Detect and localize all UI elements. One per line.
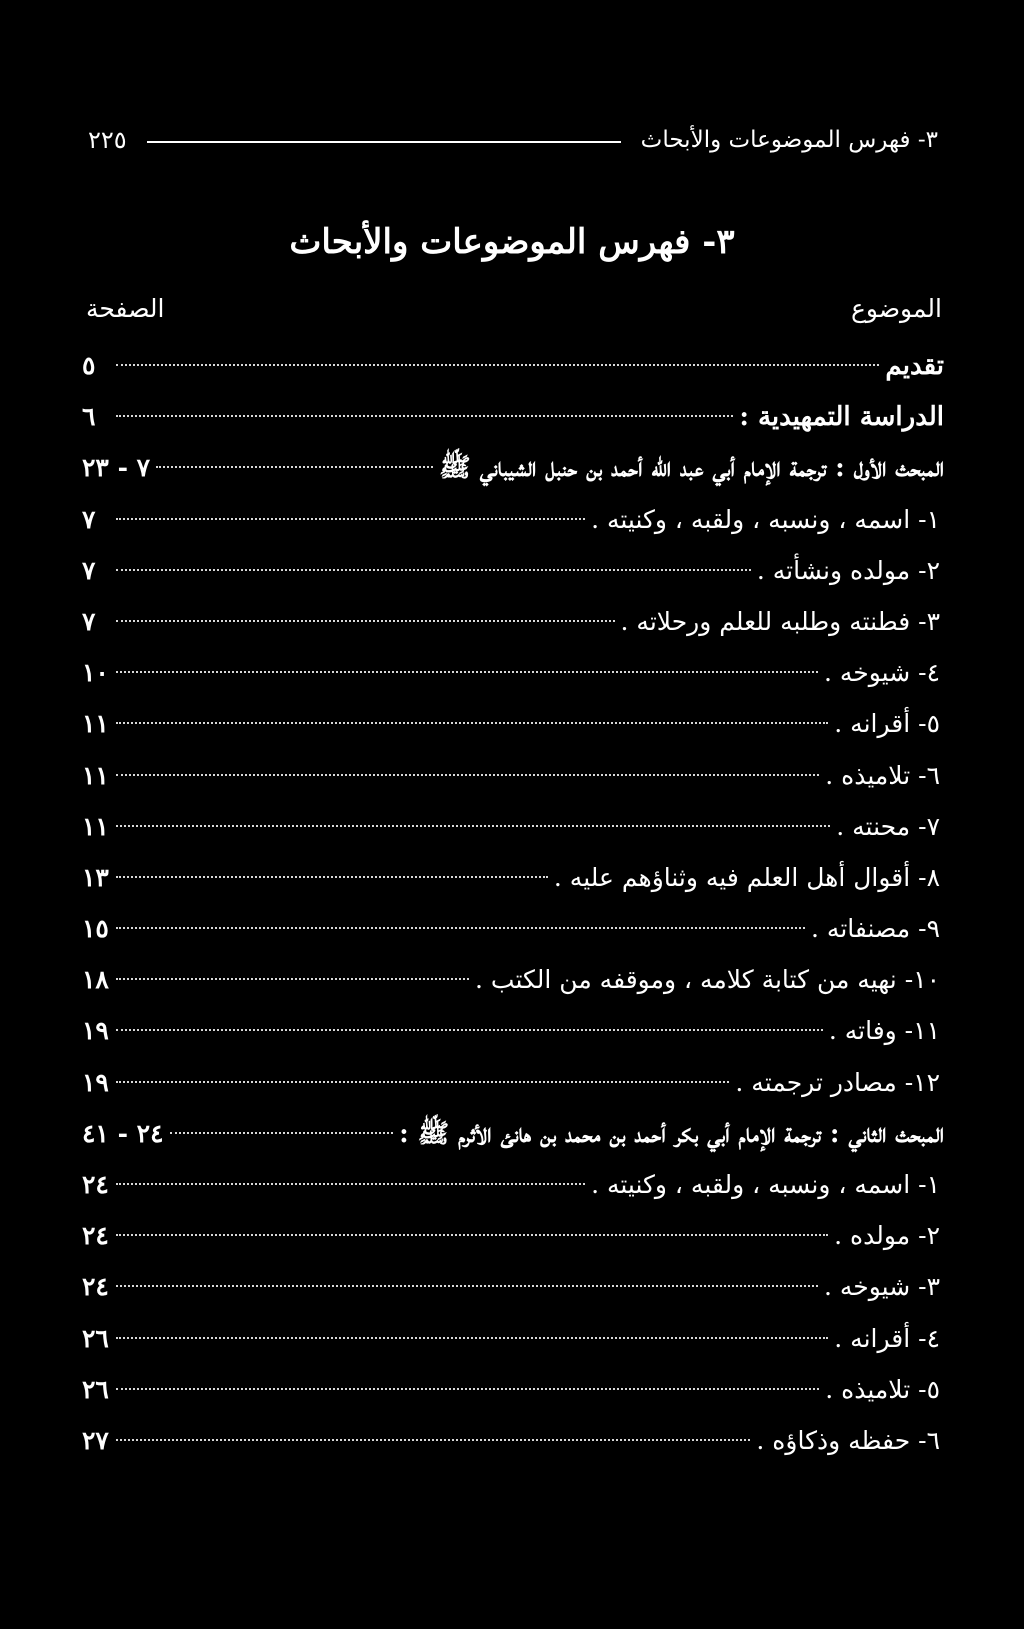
toc-entry-title: ١٢- مصادر ترجمته . — [735, 1067, 940, 1097]
toc-row — [82, 954, 944, 1005]
dot-leader — [116, 722, 828, 724]
dot-leader — [116, 876, 548, 878]
toc-entry-title: تقديم — [885, 351, 944, 381]
toc-entry-page: ١٩ — [82, 1016, 109, 1046]
dot-leader — [116, 671, 818, 673]
toc-entry-page: ١٣ — [82, 862, 109, 892]
dot-leader — [116, 1388, 819, 1390]
page-column-heading: الصفحة — [86, 293, 165, 323]
dot-leader — [116, 1439, 750, 1441]
toc-entry-page: ٢٤ — [82, 1170, 109, 1199]
page-title: ٣- فهرس الموضوعات والأبحاث — [289, 222, 735, 262]
toc-entry-title: ٤- أقرانه . — [834, 1323, 940, 1353]
toc-entry-page: ١٩ — [82, 1067, 109, 1097]
dot-leader — [170, 1132, 394, 1134]
toc-row — [82, 1261, 944, 1312]
toc-entry-page: ١٠ — [82, 658, 109, 688]
toc-entry-page: ٢٦ — [82, 1323, 109, 1353]
toc-row — [82, 903, 944, 954]
toc-row — [82, 750, 944, 801]
dot-leader — [116, 620, 615, 622]
dot-leader — [116, 569, 751, 571]
toc-section-row — [82, 442, 944, 493]
toc-entry-title: ١٠- نهيه من كتابة كلامه ، وموقفه من الكتب . — [475, 965, 940, 995]
dot-leader — [116, 927, 805, 929]
dot-leader — [116, 518, 585, 520]
dot-leader — [116, 774, 819, 776]
toc-entry-title: ٦- تلاميذه . — [825, 760, 940, 790]
dot-leader — [116, 1234, 828, 1236]
dot-leader — [116, 1337, 828, 1339]
toc-entry-title: ١١- وفاته . — [828, 1016, 940, 1046]
toc-entry-title: الدراسة التمهيدية : — [739, 402, 944, 433]
dot-leader — [116, 825, 830, 827]
toc-row — [82, 1210, 944, 1261]
dot-leader — [156, 466, 433, 468]
toc-entry-title: ٥- أقرانه . — [834, 709, 940, 739]
toc-row — [82, 1313, 944, 1364]
dot-leader — [116, 364, 879, 366]
toc-row — [82, 1159, 944, 1210]
topic-column-heading: الموضوع — [851, 293, 942, 323]
toc-entry-title: ٢- مولده ونشأته . — [756, 555, 940, 585]
dot-leader — [116, 1029, 823, 1031]
running-header — [88, 118, 938, 162]
toc-entry-title: ٦- حفظه وذكاؤه . — [756, 1425, 940, 1455]
toc-entry-page: ٧ — [82, 555, 96, 585]
toc-entry-page: ٧ — [82, 504, 96, 534]
toc-entry-page: ٧ — [82, 606, 96, 636]
toc-entry-title: ١- اسمه ، ونسبه ، ولقبه ، وكنيته . — [591, 1170, 940, 1199]
toc-entry-title: ٧- محنته . — [836, 811, 940, 841]
toc-entry-title: ١- اسمه ، ونسبه ، ولقبه ، وكنيته . — [591, 504, 940, 534]
toc-entry-title: ٣- فطنته وطلبه للعلم ورحلاته . — [620, 606, 940, 636]
toc-entry-page: ١٥ — [82, 914, 109, 944]
header-rule — [147, 141, 621, 143]
toc-row — [82, 1415, 944, 1466]
toc-row — [82, 1057, 944, 1108]
toc-row — [82, 596, 944, 647]
toc-entry-title: المبحث الأول : ترجمة الإمام أبي عبد الله أحمد بن حنبل الشيباني ﷺ — [439, 453, 944, 484]
toc-entry-page: ٢٤ - ٤١ — [82, 1118, 164, 1148]
toc-row — [82, 801, 944, 852]
toc-entry-title: ٥- تلاميذه . — [825, 1374, 940, 1404]
toc-section-row — [82, 1108, 944, 1159]
toc-entry-page: ١١ — [82, 811, 109, 841]
toc-entry-page: ١٨ — [82, 965, 109, 995]
toc-entry-page: ٢٤ — [82, 1272, 109, 1302]
toc-entry-page: ٥ — [82, 351, 96, 380]
dot-leader — [116, 1183, 585, 1185]
dot-leader — [116, 415, 733, 417]
table-of-contents — [82, 340, 944, 1466]
page-number: ٢٢٥ — [88, 126, 127, 154]
toc-row — [82, 1364, 944, 1415]
toc-entry-title: المبحث الثاني : ترجمة الإمام أبي بكر أحمد بن محمد بن هانئ الأثرم ﷺ : — [399, 1118, 944, 1149]
toc-entry-title: ٩- مصنفاته . — [811, 914, 940, 944]
toc-entry-page: ٢٦ — [82, 1374, 109, 1404]
toc-entry-page: ١١ — [82, 709, 109, 739]
dot-leader — [116, 1285, 818, 1287]
toc-section-row — [82, 391, 944, 442]
toc-section-row — [82, 340, 944, 391]
toc-row — [82, 647, 944, 698]
toc-row — [82, 1005, 944, 1056]
column-headings — [86, 288, 942, 328]
toc-entry-page: ٧ - ٢٣ — [82, 453, 151, 483]
toc-entry-title: ٤- شيوخه . — [824, 658, 940, 688]
toc-entry-page: ٢٧ — [82, 1425, 109, 1455]
toc-entry-page: ٢٤ — [82, 1221, 109, 1251]
dot-leader — [116, 1081, 729, 1083]
toc-entry-title: ٨- أقوال أهل العلم فيه وثناؤهم عليه . — [553, 862, 940, 892]
toc-entry-page: ٦ — [82, 402, 96, 432]
toc-row — [82, 494, 944, 545]
toc-entry-title: ٣- شيوخه . — [824, 1272, 940, 1302]
running-header-title: ٣- فهرس الموضوعات والأبحاث — [640, 127, 938, 153]
toc-row — [82, 698, 944, 749]
toc-entry-page: ١١ — [82, 760, 109, 790]
dot-leader — [116, 978, 469, 980]
toc-row — [82, 852, 944, 903]
toc-row — [82, 545, 944, 596]
toc-entry-title: ٢- مولده . — [834, 1221, 940, 1251]
